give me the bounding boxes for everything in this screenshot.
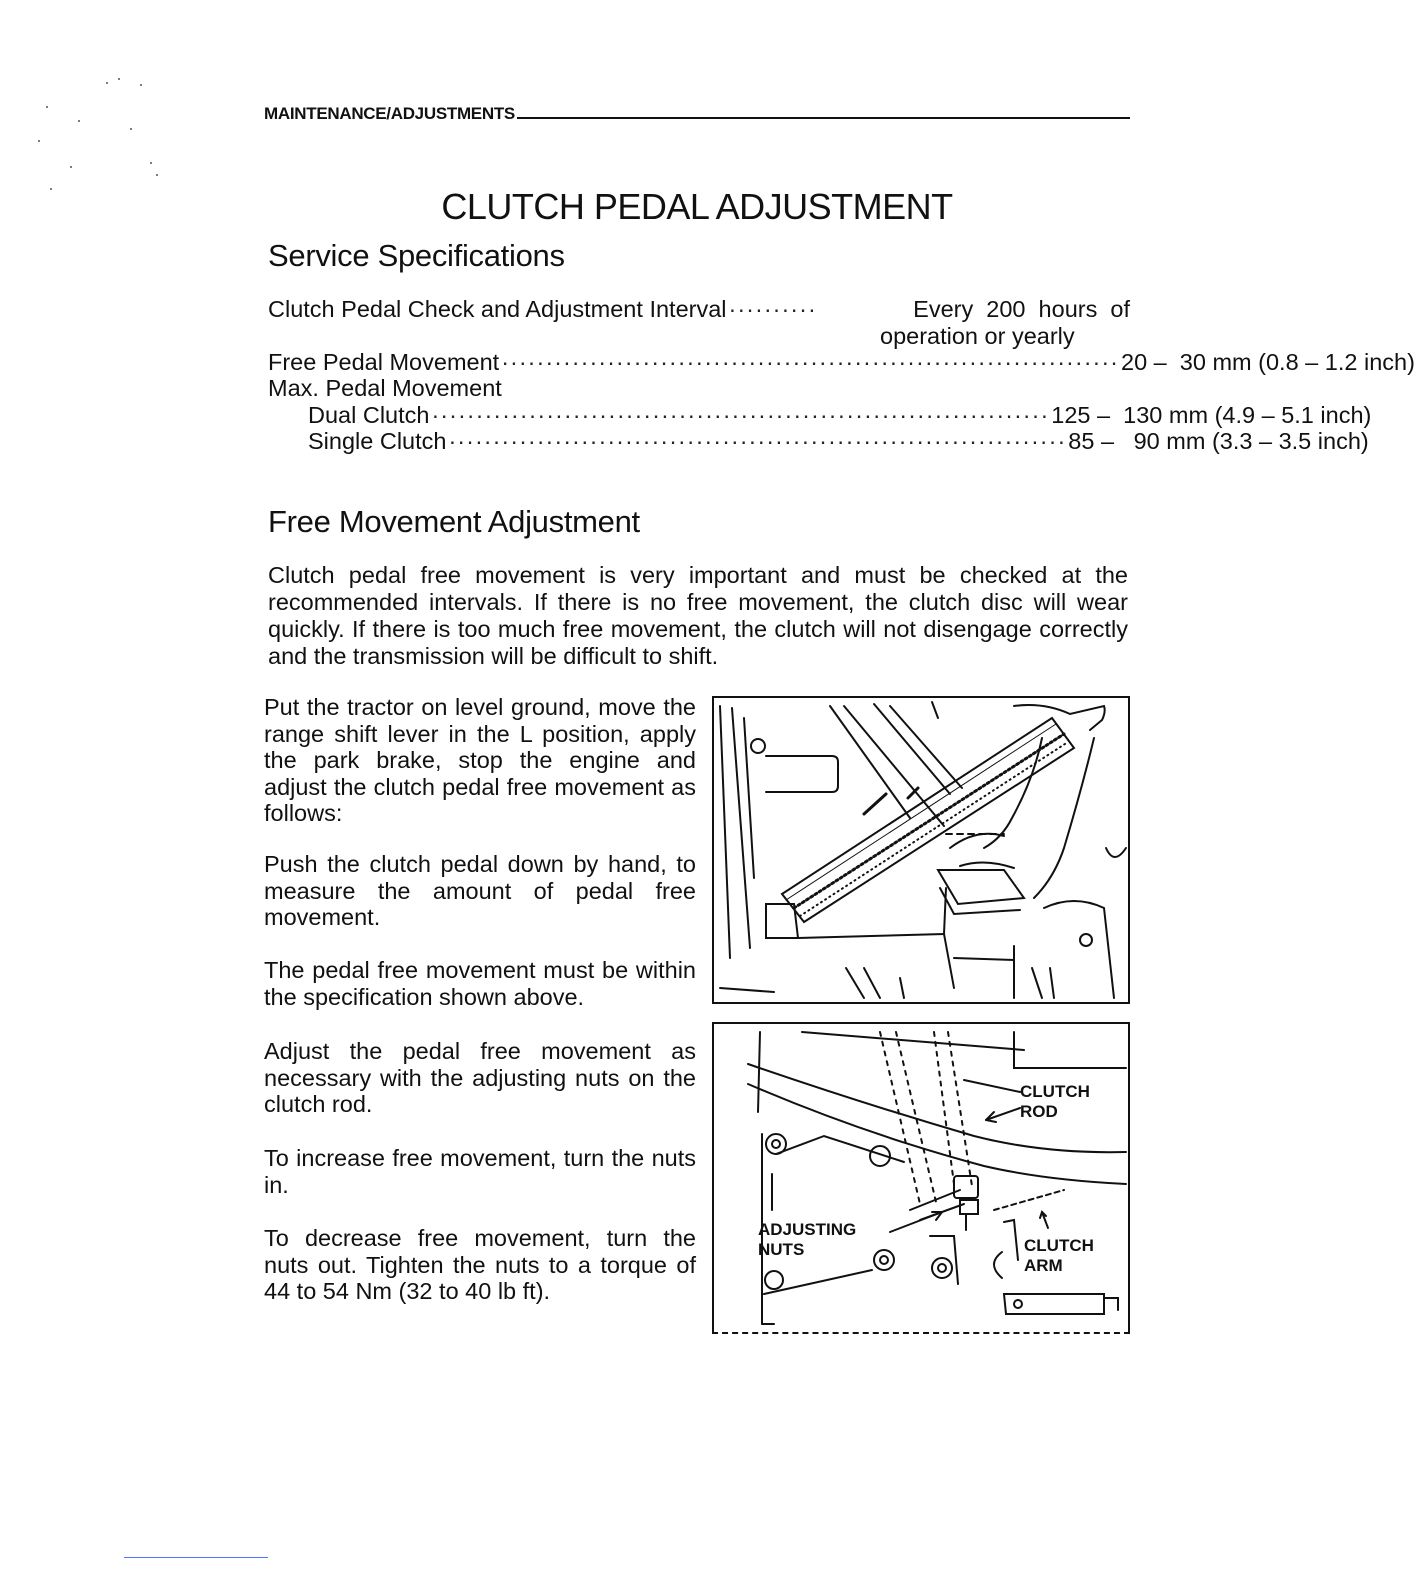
clutch-rod-drawing — [714, 1024, 1128, 1332]
leader-dots: ······································································ — [448, 428, 1067, 454]
clutch-rod-illustration — [712, 1022, 1130, 1334]
footer-rule — [124, 1557, 268, 1558]
spec-free-pedal-value: 20 – 30 mm (0.8 – 1.2 inch) — [1121, 349, 1415, 375]
spec-single-clutch-value: 85 – 90 mm (3.3 – 3.5 inch) — [1068, 428, 1369, 454]
adjusting-nuts-label: ADJUSTING NUTS — [758, 1220, 857, 1259]
step-3-paragraph: The pedal free movement must be within the specification shown above. — [264, 957, 696, 1010]
intro-paragraph: Clutch pedal free movement is very important and must be checked at the recommended intervals. If there is no free movement, the clutch disc will wear quickly. If there is too much free movement, the clutch will not disengage correctly and the transmission will be difficult to shift. — [268, 562, 1128, 669]
spec-dual-clutch-label: Dual Clutch — [308, 402, 430, 428]
spec-single-clutch — [308, 428, 1369, 455]
scan-artifacts — [30, 70, 170, 200]
spec-interval — [268, 296, 1130, 323]
clutch-rod-label: CLUTCH ROD — [1020, 1082, 1090, 1121]
leader-dots: ······································································ — [431, 402, 1050, 428]
spec-free-pedal-label: Free Pedal Movement — [268, 349, 500, 375]
step-2-paragraph: Push the clutch pedal down by hand, to measure the amount of pedal free movement. — [264, 851, 696, 930]
leader-dots: ·········· — [728, 296, 817, 322]
free-movement-heading: Free Movement Adjustment — [268, 504, 640, 539]
step-1-paragraph: Put the tractor on level ground, move the range shift lever in the L position, apply the park brake, stop the engine and adjust the clutch pedal free movement as follows: — [264, 694, 696, 826]
clutch-arm-label: CLUTCH ARM — [1024, 1236, 1094, 1275]
spec-interval-value: Every 200 hours of — [913, 296, 1130, 322]
service-specifications-heading: Service Specifications — [268, 238, 565, 273]
spec-free-pedal — [268, 349, 1415, 376]
spec-dual-clutch — [308, 402, 1372, 429]
spec-interval-value-cont: operation or yearly — [880, 323, 1075, 349]
pedal-measurement-illustration — [712, 696, 1130, 1004]
step-5-paragraph: To increase free movement, turn the nuts in. — [264, 1145, 696, 1198]
page-title: CLUTCH PEDAL ADJUSTMENT — [441, 186, 953, 227]
header-rule — [517, 117, 1130, 119]
spec-dual-clutch-value: 125 – 130 mm (4.9 – 5.1 inch) — [1051, 402, 1372, 428]
pedal-measurement-drawing — [714, 698, 1128, 1002]
step-6-paragraph: To decrease free movement, turn the nuts out. Tighten the nuts to a torque of 44 to 54 Nm (32 to 40 lb ft). — [264, 1225, 696, 1304]
spec-max-pedal-label: Max. Pedal Movement — [268, 375, 502, 401]
section-label: MAINTENANCE/ADJUSTMENTS — [264, 104, 515, 123]
spec-single-clutch-label: Single Clutch — [308, 428, 447, 454]
leader-dots: ······································································ — [501, 349, 1120, 375]
spec-max-pedal — [268, 375, 1130, 402]
running-header — [264, 98, 1130, 124]
spec-interval-label: Clutch Pedal Check and Adjustment Interval — [268, 296, 727, 322]
step-4-paragraph: Adjust the pedal free movement as necessary with the adjusting nuts on the clutch rod. — [264, 1038, 696, 1117]
